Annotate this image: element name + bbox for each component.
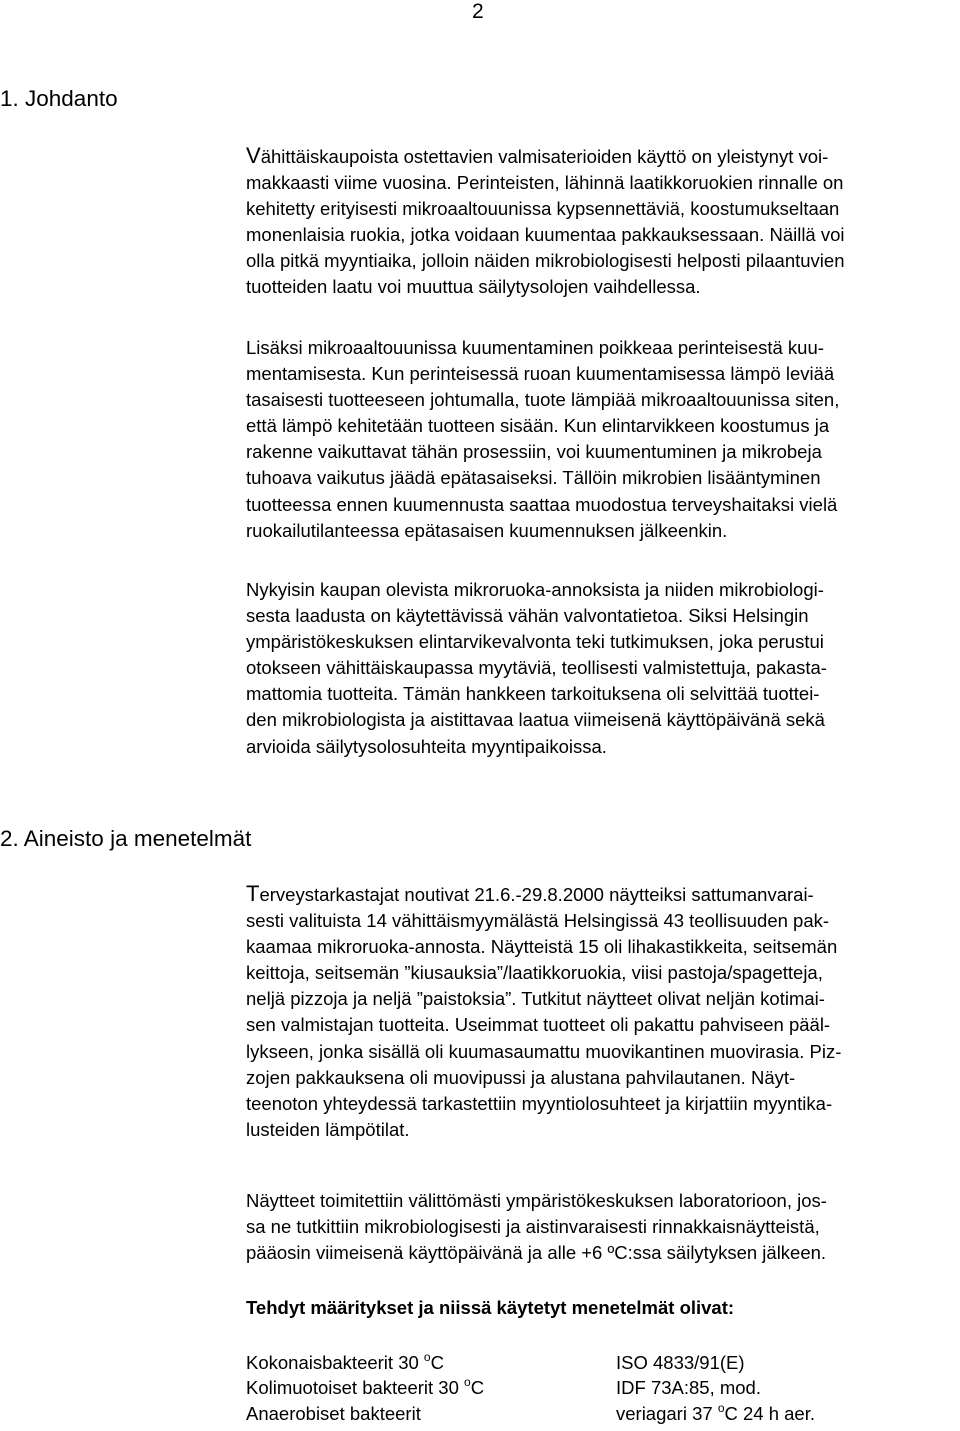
intro-paragraph-3 bbox=[246, 577, 960, 760]
degree-superscript: o bbox=[423, 1350, 431, 1364]
paragraph-line: lusteiden lämpötilat. bbox=[246, 1118, 410, 1140]
paragraph-line: Näytteet toimitettiin välittömästi ympäristökeskuksen laboratorioon, jos- bbox=[246, 1190, 827, 1211]
materials-paragraph-1 bbox=[246, 881, 960, 1143]
section-heading-materials-methods: 2. Aineisto ja menetelmät bbox=[0, 826, 252, 851]
paragraph-line: kehitetty erityisesti mikroaaltouunissa kypsennettäviä, koostumukseltaan bbox=[246, 198, 840, 220]
section-heading-introduction: 1. Johdanto bbox=[0, 86, 118, 111]
method-standard: IDF 73A:85, mod. bbox=[616, 1377, 761, 1399]
paragraph-line: tuotteessa ennen kuumennusta saattaa muodostua terveyshaitaksi vielä bbox=[246, 493, 838, 515]
paragraph-line: mattomia tuotteita. Tämän hankkeen tarkoituksena oli selvittää tuottei- bbox=[246, 683, 820, 705]
paragraph-line: sen valmistajan tuotteita. Useimmat tuotteet oli pakattu pahviseen pääl- bbox=[246, 1014, 831, 1036]
method-row bbox=[246, 1375, 960, 1400]
degree-superscript: o bbox=[717, 1400, 725, 1415]
paragraph-line: pääosin viimeisenä käyttöpäivänä ja alle +6 ºC:ssa säilytyksen jälkeen. bbox=[246, 1242, 827, 1264]
paragraph-line: kaamaa mikroruoka-annosta. Näytteistä 15 oli lihakastikkeita, seitsemän bbox=[246, 936, 838, 958]
paragraph-line: Vähittäiskaupoista ostettavien valmisaterioiden käyttö on yleistynyt voi- bbox=[246, 143, 829, 168]
method-name: Kolimuotoiset bakteerit 30 $^o$C bbox=[246, 1375, 485, 1399]
drop-cap-letter: V bbox=[246, 143, 261, 168]
methods-heading: Tehdyt määritykset ja niissä käytetyt menetelmät olivat: bbox=[246, 1297, 735, 1318]
degree-superscript: o bbox=[464, 1375, 471, 1390]
paragraph-line: että lämpö kehitetään tuotteen sisään. Kun elintarvikkeen koostumus ja bbox=[246, 415, 830, 437]
paragraph-line: den mikrobiologista ja aistittavaa laatua viimeisenä käyttöpäivänä sekä bbox=[246, 709, 825, 731]
paragraph-line: otokseen vähittäiskaupassa myytäviä, teollisesti valmistettuja, pakasta- bbox=[246, 657, 827, 679]
method-name: Anaerobiset bakteerit bbox=[246, 1402, 421, 1424]
paragraph-line: makkaasti viime vuosina. Perinteisten, lähinnä laatikkoruokien rinnalle on bbox=[246, 172, 844, 194]
paragraph-line: Terveystarkastajat noutivat 21.6.-29.8.2000 näytteiksi sattumanvarai- bbox=[246, 881, 814, 906]
paragraph-line: neljä pizzoja ja neljä ”paistoksia”. Tutkitut näytteet olivat neljän kotimai- bbox=[246, 988, 825, 1010]
paragraph-line: Lisäksi mikroaaltouunissa kuumentaminen poikkeaa perinteisestä kuu- bbox=[246, 337, 824, 358]
method-row bbox=[246, 1401, 960, 1426]
paragraph-line: tuhoava vaikutus jäädä epätasaiseksi. Tällöin mikrobien lisääntyminen bbox=[246, 467, 821, 489]
methods-list bbox=[246, 1350, 960, 1426]
paragraph-line: ympäristökeskuksen elintarvikevalvonta teki tutkimuksen, joka perustui bbox=[246, 631, 824, 653]
intro-paragraph-2 bbox=[246, 335, 960, 544]
page-number: 2 bbox=[472, 0, 484, 23]
paragraph-line: tuotteiden laatu voi muuttua säilytysolojen vaihdellessa. bbox=[246, 276, 701, 298]
paragraph-line: keittoja, seitsemän ”kiusauksia”/laatikkoruokia, viisi pastoja/spagetteja, bbox=[246, 962, 823, 984]
paragraph-line: rakenne vaikuttavat tähän prosessiin, voi kuumentuminen ja mikrobeja bbox=[246, 441, 822, 463]
paragraph-line: lykseen, jonka sisällä oli kuumasaumattu muovikantinen muovirasia. Piz- bbox=[246, 1040, 842, 1062]
drop-cap-letter: T bbox=[246, 881, 260, 906]
paragraph-line: ruokailutilanteessa epätasaisen kuumennuksen jälkeenkin. bbox=[246, 519, 728, 541]
paragraph-line: teenoton yhteydessä tarkastettiin myyntiolosuhteet ja kirjattiin myyntika- bbox=[246, 1092, 833, 1114]
paragraph-line: sesta laadusta on käytettävissä vähän valvontatietoa. Siksi Helsingin bbox=[246, 605, 809, 627]
paragraph-line: zojen pakkauksena oli muovipussi ja alustana pahvilautanen. Näyt- bbox=[246, 1066, 796, 1088]
intro-paragraph-1 bbox=[246, 143, 960, 301]
paragraph-line: mentamisesta. Kun perinteisessä ruoan kuumentamisessa lämpö leviää bbox=[246, 363, 835, 385]
materials-paragraph-2 bbox=[246, 1188, 960, 1266]
paragraph-line: arvioida säilytysolosuhteita myyntipaikoissa. bbox=[246, 735, 607, 757]
method-row bbox=[246, 1350, 960, 1375]
method-standard: veriagari 37 $^o$C 24 h aer. bbox=[616, 1400, 816, 1424]
method-standard: ISO 4833/91(E) bbox=[616, 1352, 745, 1373]
paragraph-line: olla pitkä myyntiaika, jolloin näiden mikrobiologisesti helposti pilaantuvien bbox=[246, 250, 845, 272]
paragraph-line: sesti valituista 14 vähittäismyymälästä Helsingissä 43 teollisuuden pak- bbox=[246, 910, 830, 932]
paragraph-line: tasaisesti tuotteeseen johtumalla, tuote lämpiää mikroaaltouunissa siten, bbox=[246, 389, 840, 411]
paragraph-line: sa ne tutkittiin mikrobiologisesti ja aistinvaraisesti rinnakkaisnäytteistä, bbox=[246, 1216, 820, 1238]
paragraph-line: Nykyisin kaupan olevista mikroruoka-annoksista ja niiden mikrobiologi- bbox=[246, 579, 824, 600]
paragraph-line: monenlaisia ruokia, jotka voidaan kuumentaa pakkauksessaan. Näillä voi bbox=[246, 224, 845, 246]
method-name: Kokonaisbakteerit 30 $^o$C bbox=[246, 1350, 444, 1373]
